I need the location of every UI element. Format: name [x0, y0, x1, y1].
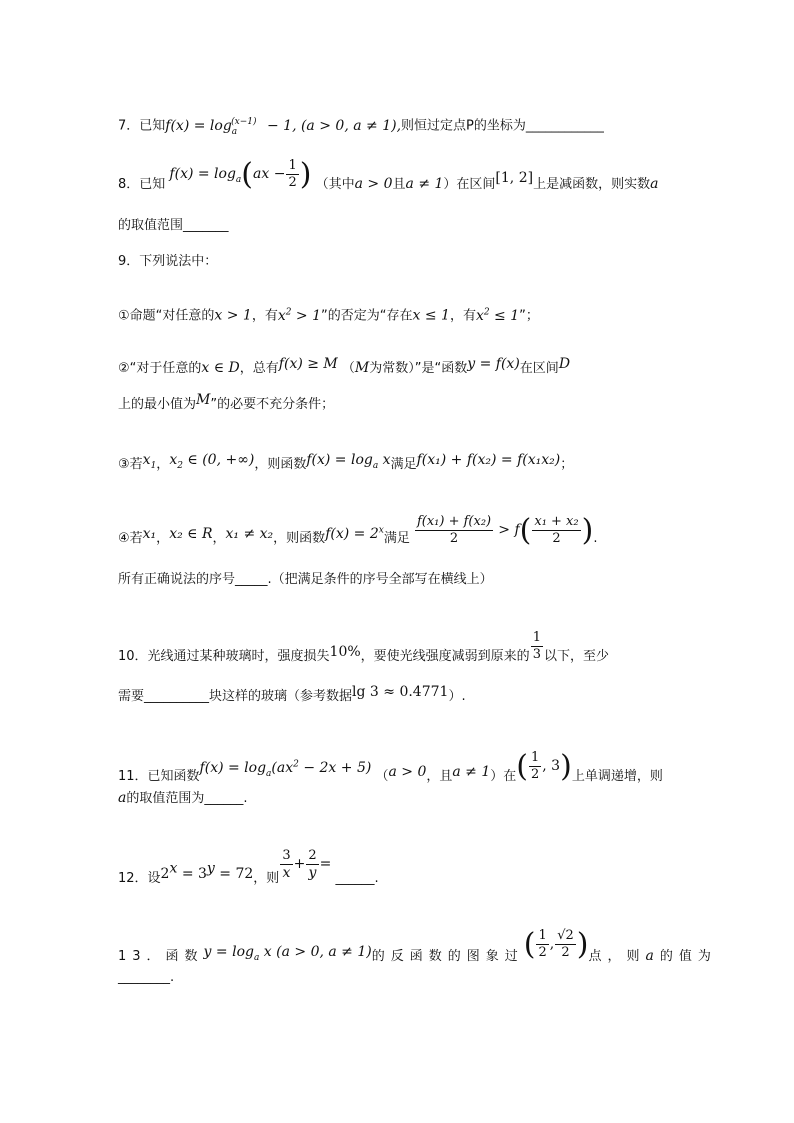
question-10: 10．光线通过某种玻璃时，强度损失10%，要使光线强度减弱到原来的 $\frac{1}{3}$ 以下，至少: [118, 630, 609, 664]
q9-statement-2: ②“对于任意的x ∈ D，总有f(x) ≥ M （M为常数）”是“函数y = f(x)在区间D: [118, 356, 571, 376]
question-13-line2: ________.: [118, 970, 175, 985]
question-13: 13．函数$y = \log_a x$ (a > 0, a ≠ 1)的反函数的图象过( $\frac{1}{2}$ , $\frac{√2}{2}$ )点，则a的值为: [118, 926, 717, 964]
question-10-line2: 需要__________块这样的玻璃（参考数据lg 3 ≈ 0.4771）.: [118, 684, 466, 704]
q8-prefix: 8．已知: [118, 177, 166, 192]
question-12: 12．设$2^x = 3^y = 72$，则 $\frac{3}{x}$ + $\frac{2}{y}$ = ______.: [118, 848, 379, 886]
q8-cond-open: （其中: [315, 177, 355, 192]
q12-two-over-y: $\frac{2}{y}$: [308, 848, 317, 881]
q9-ask: [118, 570, 688, 590]
q7-suffix: 则恒过定点P的坐标为____________: [401, 118, 604, 134]
q8-cond-a-ne-1: a ≠ 1: [405, 176, 444, 192]
q10-one-third-fraction: $\frac{1}{3}$: [532, 630, 541, 662]
q8-cond-a-positive: a > 0: [354, 176, 393, 192]
q9-s4-right-fraction: $\frac{\text{x₁ + x₂}}{2}$: [534, 514, 579, 546]
q13-sqrt2-over-2-fraction: $\frac{√2}{2}$: [557, 928, 574, 960]
q12-three-over-x: $\frac{3}{x}$: [282, 848, 291, 881]
q9-title: 9．下列说法中：: [118, 254, 218, 269]
question-11-line2: a的取值范围为______.: [118, 790, 248, 806]
q8-half-fraction: $\frac{1}{2}$: [288, 158, 297, 190]
q8-var-a: a: [650, 176, 659, 192]
q8-interval: [1, 2]: [495, 170, 534, 186]
q9-ask-text: 所有正确说法的序号_____.（把满足条件的序号全部写在横线上）: [118, 572, 493, 587]
q8-line2: 的取值范围_______: [118, 218, 229, 233]
q9-statement-1: ①命题“对任意的x > 1，有$x^2 > 1$”的否定为“存在x ≤ 1，有$x^2 \le 1$”；: [118, 307, 539, 324]
q8-cond-and: 且: [392, 177, 406, 192]
q9-s4-left-fraction: $\frac{\text{f(x₁) + f(x₂)}}{2}$: [416, 514, 492, 546]
question-8-line2: [118, 216, 688, 236]
question-8: 8．已知 $f(x) = \log_a(ax$ − $\frac{1}{2}$ ) （其中a > 0且a ≠ 1）在区间[1, 2]上是减函数，则实数a: [118, 156, 659, 192]
q8-cond-close: ）在区间: [443, 177, 496, 192]
q9-statement-3: ③若$x_1$，$x_2$ ∈ (0, +∞)，则函数$f(x) = \log_a x$满足f(x₁) + f(x₂) = f(x₁x₂)；: [118, 452, 574, 472]
q7-prefix: 7．已知: [118, 118, 166, 134]
q9-statement-4: ④若x₁，x₂ ∈ R，x₁ ≠ x₂，则函数$f(x) = 2^x$满足 $\frac{\text{f(x₁) + f(x₂)}}{2}$ > f( $\frac{\text{x₁ + x₂}}{2}$ ).: [118, 512, 598, 548]
question-9-title: [118, 252, 688, 272]
q11-half-fraction: $\frac{1}{2}$: [531, 750, 540, 782]
q8-tail: 上是减函数，则实数: [533, 177, 651, 192]
q7-formula: $f(x) = \log_a^{(x-1)} - 1$, (a > 0, a ≠ 1),: [165, 117, 402, 137]
question-11: 11．已知函数$f(x) = \log_a(ax^2 - 2x + 5) (a > 0$，且a ≠ 1）在( $\frac{1}{2}$ , 3)上单调递增，则: [118, 748, 663, 784]
q8-formula: $f(x) = \log_a$: [169, 166, 242, 185]
q9-statement-2-line2: 上的最小值为M”的必要不充分条件；: [118, 392, 335, 412]
q8-inner: ax −: [253, 166, 286, 182]
question-7: [118, 112, 688, 141]
q13-half-fraction: $\frac{1}{2}$: [538, 928, 547, 960]
